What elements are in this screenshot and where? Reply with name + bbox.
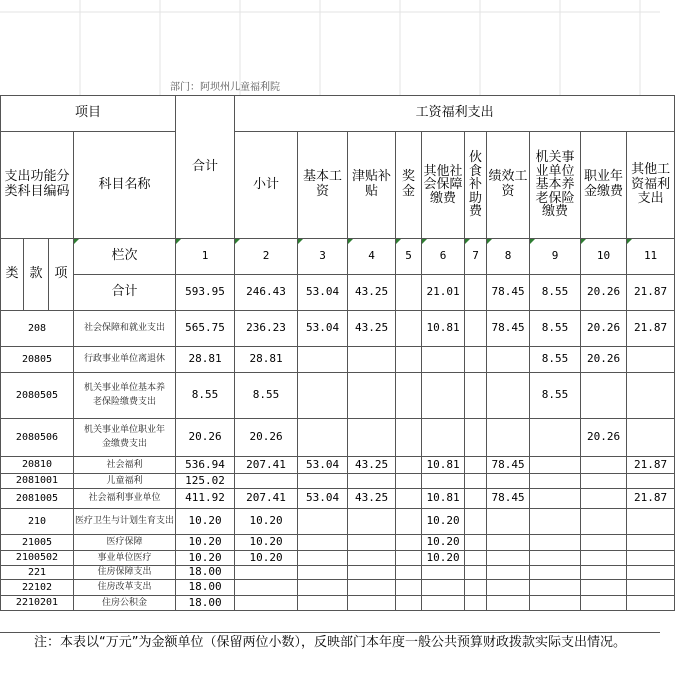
function-code-cell: 221 — [1, 566, 74, 580]
amount-cell: 18.00 — [176, 596, 235, 611]
function-code-cell: 2081005 — [1, 489, 74, 509]
amount-cell — [487, 580, 530, 596]
code-column-header: 支出功能分类科目编码 — [1, 132, 74, 239]
subject-name-cell: 社会福利 — [74, 457, 176, 474]
amount-cell: 21.87 — [627, 457, 675, 474]
function-code-cell: 22102 — [1, 580, 74, 596]
table-row — [1, 474, 675, 489]
amount-cell: 28.81 — [235, 347, 298, 373]
total-value-cell: 246.43 — [235, 275, 298, 311]
column-header: 伙食补助费 — [465, 132, 487, 239]
subject-name-cell: 住房保障支出 — [74, 566, 176, 580]
column-header: 基本工资 — [298, 132, 348, 239]
function-code-cell: 208 — [1, 311, 74, 347]
column-header: 奖金 — [396, 132, 422, 239]
amount-cell — [487, 535, 530, 551]
amount-cell: 43.25 — [348, 311, 396, 347]
amount-cell — [298, 373, 348, 419]
amount-cell: 53.04 — [298, 457, 348, 474]
table-row — [1, 457, 675, 474]
amount-cell — [581, 566, 627, 580]
total-value-cell: 43.25 — [348, 275, 396, 311]
footnote: 注：本表以“万元”为金额单位（保留两位小数），反映部门本年度一般公共预算财政拨款实际支出情况。 — [0, 632, 660, 674]
amount-cell: 28.81 — [176, 347, 235, 373]
amount-cell — [465, 509, 487, 535]
amount-cell — [348, 566, 396, 580]
amount-cell — [487, 373, 530, 419]
subject-name-cell: 住房公积金 — [74, 596, 176, 611]
total-row-label: 合计 — [74, 275, 176, 311]
amount-cell: 10.81 — [422, 311, 465, 347]
table-row — [1, 419, 675, 457]
column-index-cell: 1 — [176, 239, 235, 275]
amount-cell: 536.94 — [176, 457, 235, 474]
amount-cell — [465, 474, 487, 489]
amount-cell — [348, 347, 396, 373]
column-index-cell: 4 — [348, 239, 396, 275]
amount-cell: 10.20 — [235, 551, 298, 566]
amount-cell: 78.45 — [487, 457, 530, 474]
amount-cell — [422, 419, 465, 457]
amount-cell — [298, 535, 348, 551]
total-header: 合计 — [176, 96, 235, 239]
column-index-cell: 9 — [530, 239, 581, 275]
amount-cell — [396, 419, 422, 457]
amount-cell — [465, 535, 487, 551]
amount-cell — [581, 509, 627, 535]
column-header: 机关事业单位基本养老保险缴费 — [530, 132, 581, 239]
amount-cell: 10.81 — [422, 489, 465, 509]
column-index-cell: 5 — [396, 239, 422, 275]
amount-cell — [487, 566, 530, 580]
amount-cell — [627, 566, 675, 580]
column-index-cell: 10 — [581, 239, 627, 275]
amount-cell: 20.26 — [235, 419, 298, 457]
amount-cell — [298, 566, 348, 580]
amount-cell: 8.55 — [530, 373, 581, 419]
amount-cell — [487, 551, 530, 566]
total-value-cell — [396, 275, 422, 311]
lei-header: 类 — [1, 239, 24, 311]
amount-cell — [348, 373, 396, 419]
amount-cell — [627, 551, 675, 566]
amount-cell — [396, 457, 422, 474]
amount-cell: 207.41 — [235, 457, 298, 474]
amount-cell — [235, 566, 298, 580]
function-code-cell: 210 — [1, 509, 74, 535]
amount-cell — [396, 551, 422, 566]
amount-cell — [298, 474, 348, 489]
amount-cell — [235, 474, 298, 489]
amount-cell — [465, 551, 487, 566]
amount-cell — [627, 535, 675, 551]
amount-cell: 20.26 — [581, 419, 627, 457]
subject-name-cell: 社会福利事业单位 — [74, 489, 176, 509]
amount-cell — [581, 489, 627, 509]
amount-cell: 10.20 — [422, 535, 465, 551]
amount-cell — [235, 596, 298, 611]
amount-cell — [348, 474, 396, 489]
amount-cell — [530, 489, 581, 509]
total-value-cell: 20.26 — [581, 275, 627, 311]
amount-cell — [422, 596, 465, 611]
column-header: 津贴补贴 — [348, 132, 396, 239]
amount-cell: 18.00 — [176, 566, 235, 580]
table-row — [1, 311, 675, 347]
amount-cell — [348, 596, 396, 611]
table-row — [1, 596, 675, 611]
amount-cell: 8.55 — [530, 347, 581, 373]
amount-cell — [348, 535, 396, 551]
amount-cell: 8.55 — [530, 311, 581, 347]
amount-cell — [581, 596, 627, 611]
expenditure-table — [0, 95, 675, 611]
amount-cell — [348, 509, 396, 535]
department-label: 部门：阿坝州儿童福利院 — [170, 82, 280, 93]
amount-cell — [348, 551, 396, 566]
subject-name-cell: 事业单位医疗 — [74, 551, 176, 566]
function-code-cell: 2080506 — [1, 419, 74, 457]
amount-cell: 236.23 — [235, 311, 298, 347]
column-header: 绩效工资 — [487, 132, 530, 239]
amount-cell — [581, 474, 627, 489]
amount-cell — [627, 347, 675, 373]
amount-cell — [627, 373, 675, 419]
total-value-cell: 78.45 — [487, 275, 530, 311]
amount-cell: 10.20 — [235, 535, 298, 551]
amount-cell — [465, 311, 487, 347]
total-value-cell: 53.04 — [298, 275, 348, 311]
name-column-header: 科目名称 — [74, 132, 176, 239]
amount-cell — [422, 566, 465, 580]
amount-cell — [235, 580, 298, 596]
amount-cell — [487, 419, 530, 457]
amount-cell — [627, 580, 675, 596]
amount-cell — [348, 580, 396, 596]
table-row — [1, 489, 675, 509]
amount-cell: 565.75 — [176, 311, 235, 347]
function-code-cell: 2210201 — [1, 596, 74, 611]
amount-cell: 18.00 — [176, 580, 235, 596]
function-code-cell: 2081001 — [1, 474, 74, 489]
column-header: 小计 — [235, 132, 298, 239]
amount-cell — [396, 535, 422, 551]
amount-cell: 20.26 — [581, 347, 627, 373]
total-value-cell: 8.55 — [530, 275, 581, 311]
amount-cell — [465, 347, 487, 373]
amount-cell — [396, 580, 422, 596]
amount-cell — [298, 596, 348, 611]
column-index-cell: 2 — [235, 239, 298, 275]
amount-cell: 78.45 — [487, 489, 530, 509]
amount-cell: 20.26 — [581, 311, 627, 347]
column-index-cell: 11 — [627, 239, 675, 275]
function-code-cell: 2080505 — [1, 373, 74, 419]
amount-cell — [581, 457, 627, 474]
column-index-cell: 7 — [465, 239, 487, 275]
amount-cell — [348, 419, 396, 457]
amount-cell — [396, 373, 422, 419]
subject-name-cell: 医疗卫生与计划生育支出 — [74, 509, 176, 535]
column-index-cell: 8 — [487, 239, 530, 275]
amount-cell: 10.20 — [235, 509, 298, 535]
table-row — [1, 580, 675, 596]
amount-cell: 78.45 — [487, 311, 530, 347]
amount-cell — [465, 596, 487, 611]
amount-cell — [627, 509, 675, 535]
column-index-cell: 3 — [298, 239, 348, 275]
amount-cell — [627, 474, 675, 489]
table-row — [1, 509, 675, 535]
table-row — [1, 535, 675, 551]
amount-cell: 10.20 — [176, 535, 235, 551]
amount-cell — [530, 566, 581, 580]
function-code-cell: 2100502 — [1, 551, 74, 566]
table-row — [1, 566, 675, 580]
table-row — [1, 347, 675, 373]
table-row — [1, 373, 675, 419]
amount-cell — [530, 419, 581, 457]
subject-name-cell: 社会保障和就业支出 — [74, 311, 176, 347]
column-header: 其他工资福利支出 — [627, 132, 675, 239]
amount-cell — [298, 419, 348, 457]
amount-cell — [396, 566, 422, 580]
amount-cell: 125.02 — [176, 474, 235, 489]
function-code-cell: 20810 — [1, 457, 74, 474]
amount-cell: 21.87 — [627, 311, 675, 347]
amount-cell: 20.26 — [176, 419, 235, 457]
amount-cell: 21.87 — [627, 489, 675, 509]
amount-cell: 207.41 — [235, 489, 298, 509]
total-value-cell: 21.01 — [422, 275, 465, 311]
amount-cell — [396, 509, 422, 535]
amount-cell — [530, 457, 581, 474]
amount-cell — [465, 373, 487, 419]
column-index-label: 栏次 — [74, 239, 176, 275]
amount-cell — [465, 580, 487, 596]
amount-cell — [530, 535, 581, 551]
amount-cell — [581, 535, 627, 551]
amount-cell — [487, 474, 530, 489]
amount-cell — [396, 474, 422, 489]
subject-name-cell: 行政事业单位离退休 — [74, 347, 176, 373]
subject-name-cell: 机关事业单位职业年金缴费支出 — [74, 419, 176, 457]
kuan-header: 款 — [24, 239, 49, 311]
amount-cell — [298, 509, 348, 535]
amount-cell — [627, 596, 675, 611]
amount-cell — [581, 373, 627, 419]
amount-cell: 8.55 — [176, 373, 235, 419]
amount-cell — [487, 509, 530, 535]
amount-cell: 10.81 — [422, 457, 465, 474]
amount-cell — [422, 580, 465, 596]
amount-cell — [530, 551, 581, 566]
amount-cell: 43.25 — [348, 489, 396, 509]
amount-cell: 43.25 — [348, 457, 396, 474]
amount-cell — [396, 311, 422, 347]
amount-cell: 10.20 — [422, 509, 465, 535]
amount-cell — [530, 580, 581, 596]
amount-cell: 411.92 — [176, 489, 235, 509]
column-index-cell: 6 — [422, 239, 465, 275]
subject-name-cell: 住房改革支出 — [74, 580, 176, 596]
amount-cell — [396, 347, 422, 373]
amount-cell: 53.04 — [298, 311, 348, 347]
function-code-cell: 20805 — [1, 347, 74, 373]
xiang-header: 项 — [49, 239, 74, 311]
amount-cell — [487, 347, 530, 373]
amount-cell: 10.20 — [422, 551, 465, 566]
amount-cell — [465, 419, 487, 457]
amount-cell — [465, 489, 487, 509]
amount-cell — [298, 551, 348, 566]
total-value-cell: 21.87 — [627, 275, 675, 311]
amount-cell — [581, 580, 627, 596]
function-code-cell: 21005 — [1, 535, 74, 551]
amount-cell — [422, 373, 465, 419]
amount-cell — [581, 551, 627, 566]
amount-cell — [465, 566, 487, 580]
amount-cell — [422, 347, 465, 373]
total-value-cell: 593.95 — [176, 275, 235, 311]
column-header: 职业年金缴费 — [581, 132, 627, 239]
amount-cell — [530, 509, 581, 535]
wage-welfare-header: 工资福利支出 — [235, 96, 675, 132]
amount-cell — [298, 347, 348, 373]
amount-cell: 10.20 — [176, 509, 235, 535]
amount-cell: 53.04 — [298, 489, 348, 509]
total-value-cell — [465, 275, 487, 311]
amount-cell — [298, 580, 348, 596]
subject-name-cell: 医疗保障 — [74, 535, 176, 551]
amount-cell — [396, 596, 422, 611]
amount-cell: 8.55 — [235, 373, 298, 419]
amount-cell: 10.20 — [176, 551, 235, 566]
amount-cell — [530, 474, 581, 489]
item-header: 项目 — [1, 96, 176, 132]
amount-cell — [465, 457, 487, 474]
amount-cell — [530, 596, 581, 611]
subject-name-cell: 机关事业单位基本养老保险缴费支出 — [74, 373, 176, 419]
subject-name-cell: 儿童福利 — [74, 474, 176, 489]
amount-cell — [487, 596, 530, 611]
column-header: 其他社会保障缴费 — [422, 132, 465, 239]
amount-cell — [396, 489, 422, 509]
amount-cell — [627, 419, 675, 457]
table-row — [1, 551, 675, 566]
amount-cell — [422, 474, 465, 489]
